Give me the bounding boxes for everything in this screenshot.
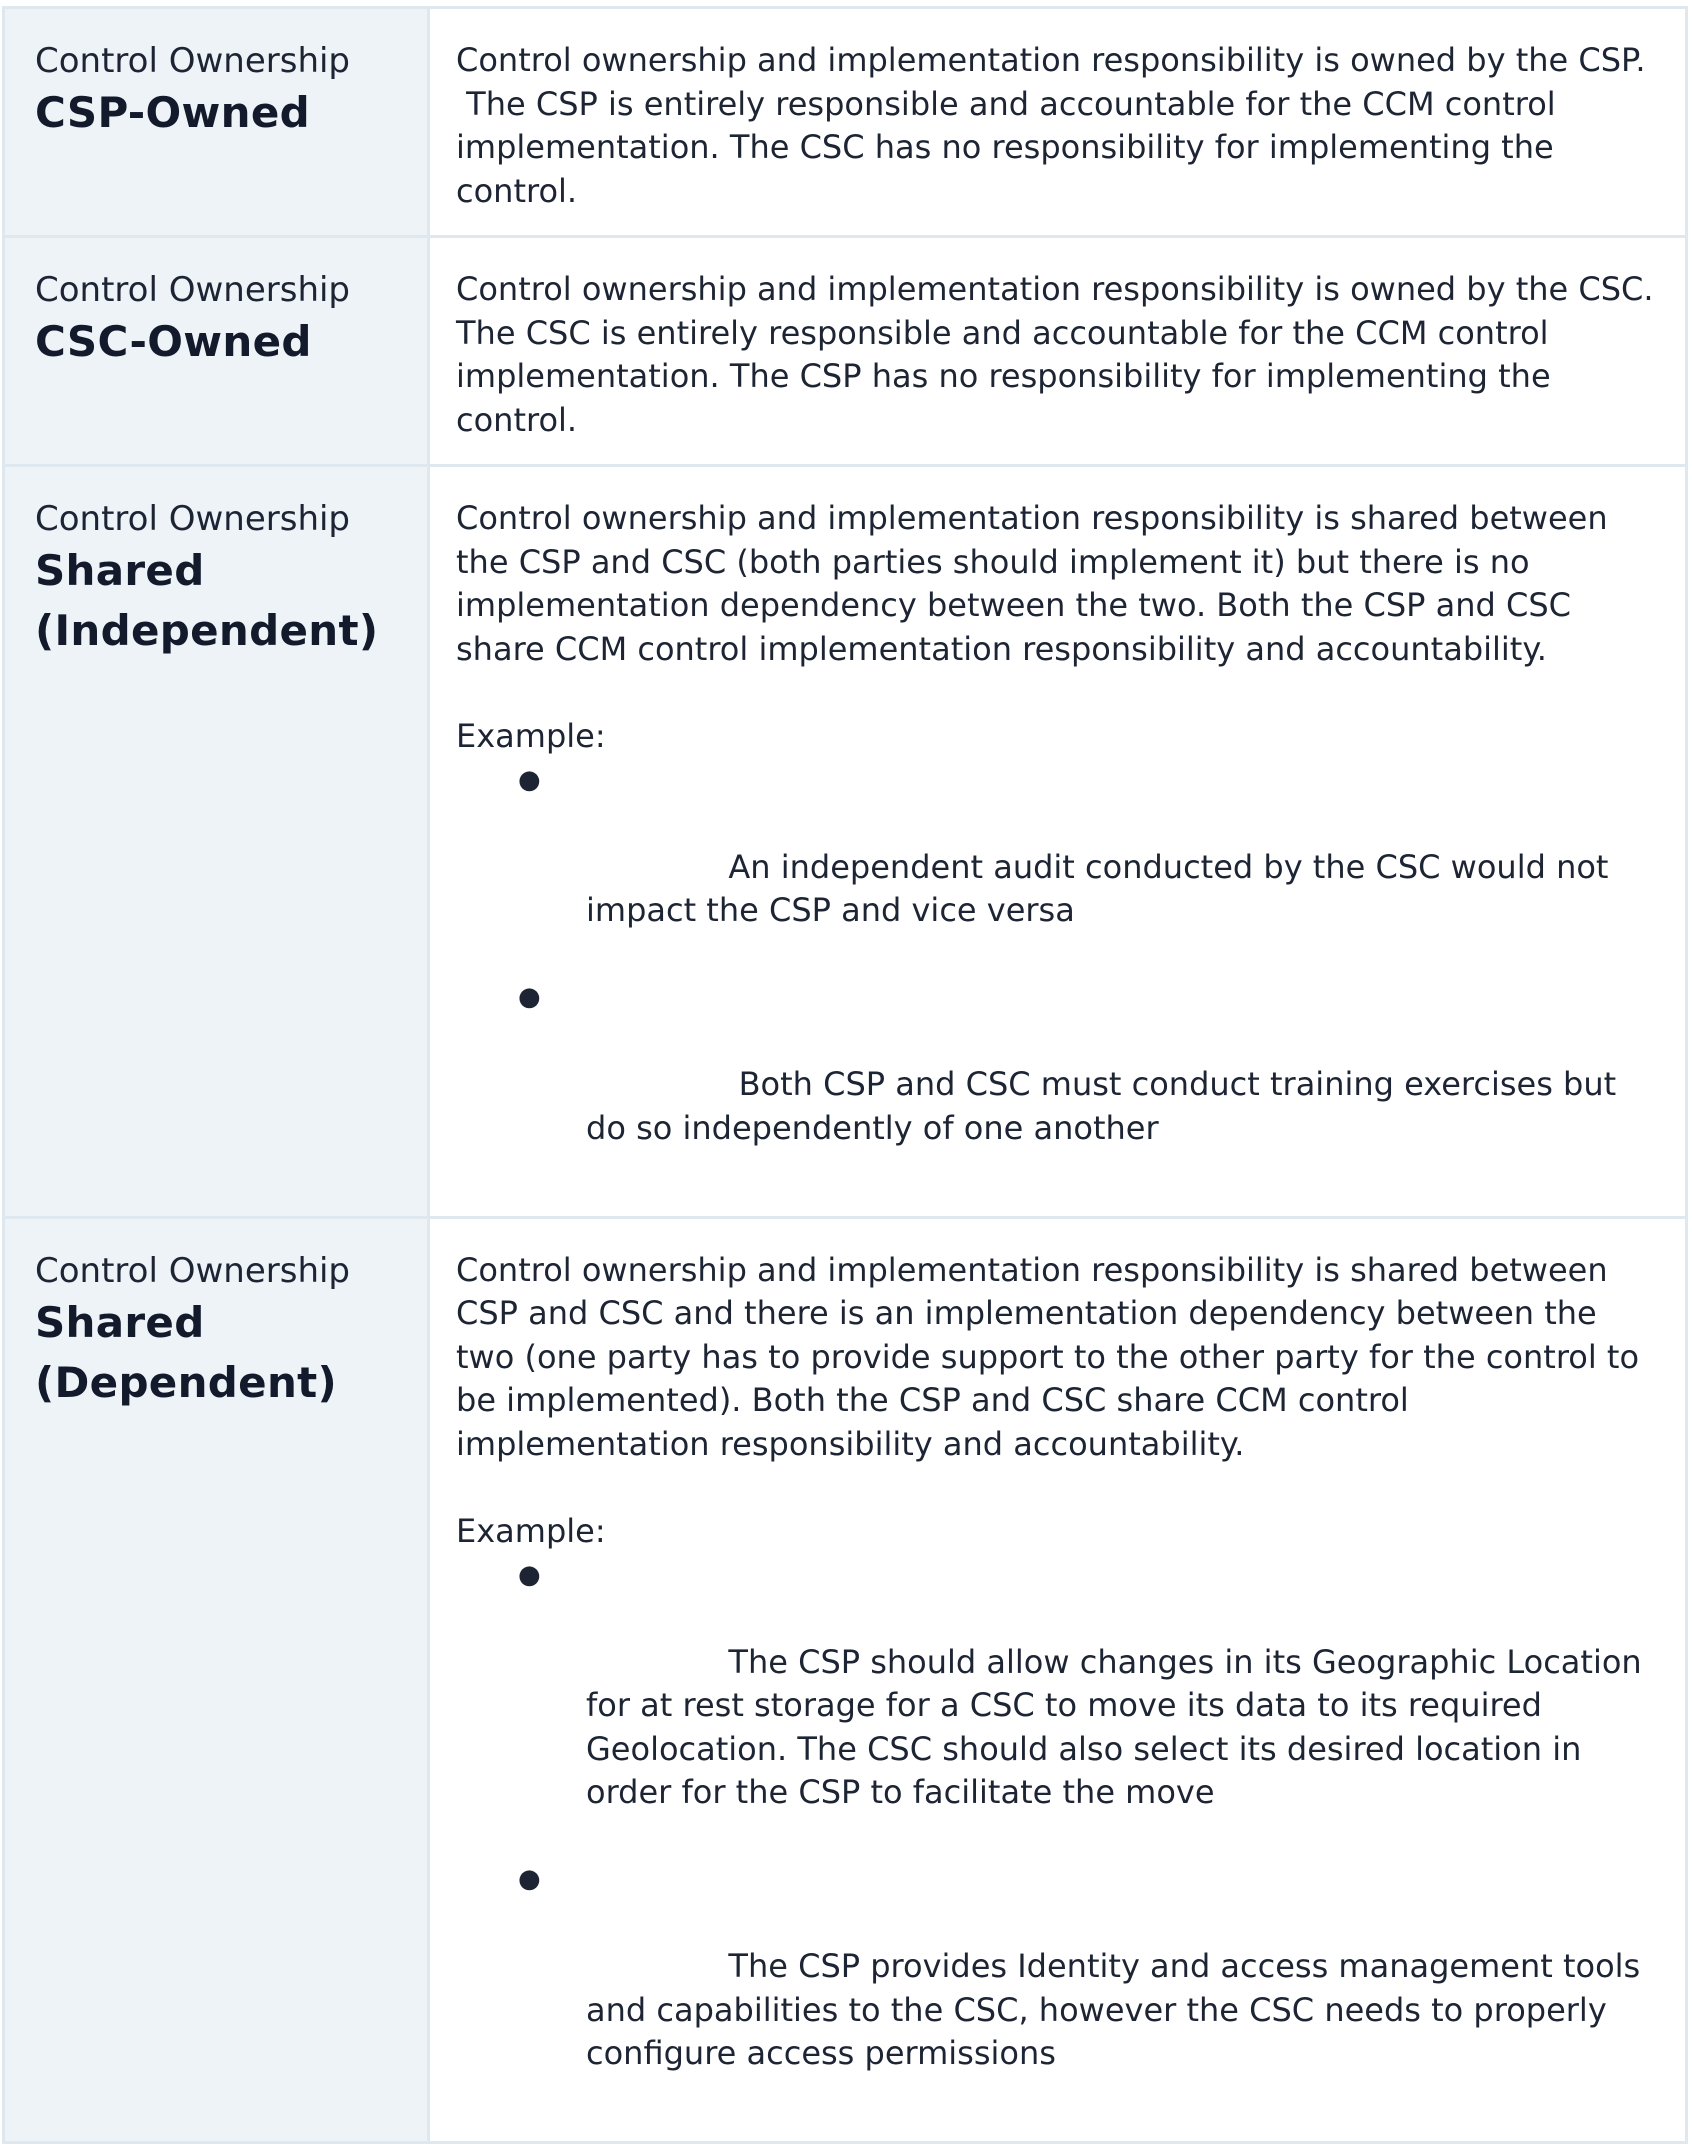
- example-text: An independent audit conducted by the CSC would not impact the CSP and vice versa: [586, 847, 1619, 929]
- table-row-csp-owned: [4, 8, 1687, 237]
- ownership-description-cell: [429, 8, 1687, 237]
- ownership-label-cell: [4, 1217, 429, 2143]
- ownership-description: Control ownership and implementation responsibility is shared between CSP and CSC and there is an implementation dependency between the two (one party has to provide support to the other party for the control to be implemented). Both the CSP and CSC share CCM control implementation responsibility and accountability.: [456, 1250, 1650, 1463]
- bullet-icon: ●: [518, 764, 541, 795]
- ownership-type: CSP-Owned: [35, 88, 310, 137]
- example-text: Both CSP and CSC must conduct training exercises but do so independently of one another: [586, 1065, 1627, 1147]
- ownership-prefix: Control Ownership: [35, 499, 351, 539]
- example-item: [518, 1858, 1665, 2119]
- example-item: [518, 1554, 1665, 1859]
- ownership-prefix: Control Ownership: [35, 1250, 351, 1291]
- bullet-icon: ●: [518, 1559, 541, 1590]
- bullet-icon: ●: [518, 982, 541, 1012]
- table-row-shared-independent: [4, 466, 1687, 1218]
- ownership-label-cell: [4, 466, 429, 1218]
- example-text: The CSP provides Identity and access management tools and capabilities to the CSC, however the CSC needs to properly configure access permissions: [586, 1947, 1651, 2072]
- ownership-description: Control ownership and implementation responsibility is owned by the CSC. The CSC is entirely responsible and accountable for the CCM control implementation. The CSP has no responsibility for implementing the control.: [456, 270, 1664, 439]
- table-row-csc-owned: [4, 237, 1687, 466]
- ownership-label-cell: [4, 8, 429, 237]
- example-label: Example:: [456, 1512, 606, 1550]
- ownership-prefix: Control Ownership: [35, 270, 351, 310]
- example-label: Example:: [456, 717, 606, 755]
- ownership-type: CSC-Owned: [35, 317, 312, 366]
- ownership-description-cell: [429, 1217, 1687, 2143]
- table-row-shared-dependent: [4, 1217, 1687, 2143]
- ownership-prefix: Control Ownership: [35, 41, 351, 81]
- example-list: [456, 759, 1665, 1194]
- ownership-description: Control ownership and implementation responsibility is shared between the CSP and CSC (both parties should implement it) but there is no implementation dependency between the two. Both the CSP and CSC share CCM control implementation responsibility and accountability.: [456, 499, 1618, 668]
- ownership-type: Shared (Independent): [35, 546, 379, 655]
- ownership-label-cell: [4, 237, 429, 466]
- ownership-table-container: [2, 6, 1688, 2144]
- ownership-description-cell: [429, 237, 1687, 466]
- ownership-type: Shared (Dependent): [35, 1297, 338, 1407]
- ownership-description: Control ownership and implementation responsibility is owned by the CSP. The CSP is entirely responsible and accountable for the CCM control implementation. The CSC has no responsibility for implementing the control.: [456, 41, 1646, 210]
- example-list: [456, 1554, 1665, 2120]
- control-ownership-table: [2, 6, 1688, 2144]
- example-text: The CSP should allow changes in its Geographic Location for at rest storage for a CSC to move its data to its required Geolocation. The CSC should also select its desired location in order for the CSP to facilitate the move: [586, 1642, 1652, 1811]
- ownership-description-cell: [429, 466, 1687, 1218]
- example-item: [518, 976, 1665, 1194]
- bullet-icon: ●: [518, 1864, 541, 1894]
- example-item: [518, 759, 1665, 977]
